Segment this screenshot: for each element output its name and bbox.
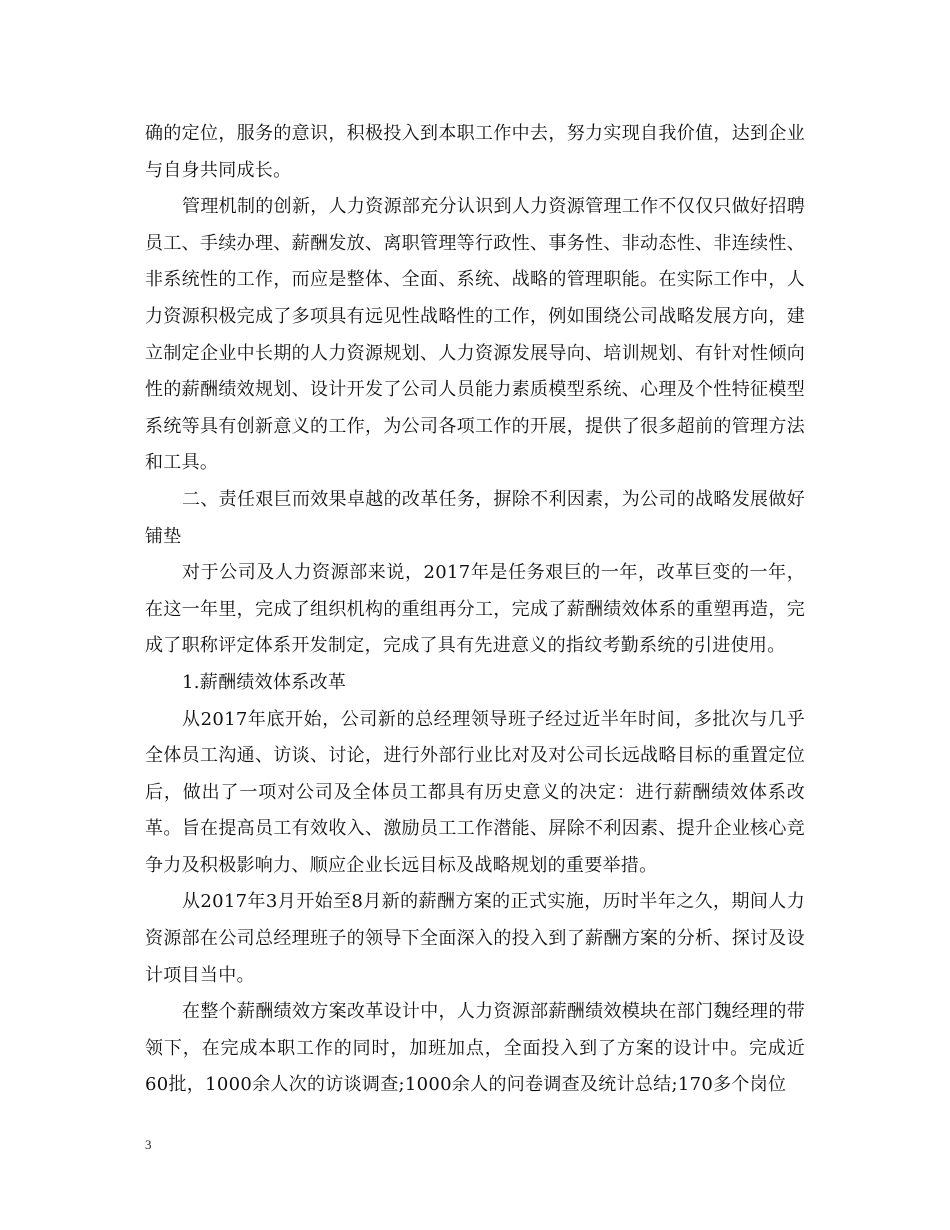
page-number: 3 bbox=[145, 1137, 152, 1152]
subsection-heading-1: 1.薪酬绩效体系改革 bbox=[182, 671, 347, 693]
paragraph-5: 从2017年3月开始至8月新的薪酬方案的正式实施，历时半年之久，期间人力资源部在公司总经理班子的领导下全面深入的投入到了薪酬方案的分析、探讨及设计项目当中。 bbox=[145, 891, 805, 986]
document-body bbox=[145, 116, 805, 1104]
paragraph-4: 从2017年底开始，公司新的总经理领导班子经过近半年时间，多批次与几乎全体员工沟通、访谈、讨论，进行外部行业比对及对公司长远战略目标的重置定位后，做出了一项对公司及全体员工都具有历史意义的决定：进行薪酬绩效体系改革。旨在提高员工有效收入、激励员工工作潜能、屏除不利因素、提升企业核心竞争力及积极影响力、顺应企业长远目标及战略规划的重要举措。 bbox=[145, 708, 805, 876]
section-heading-2: 二、责任艰巨而效果卓越的改革任务，摒除不利因素，为公司的战略发展做好铺垫 bbox=[145, 488, 805, 547]
paragraph-1: 确的定位，服务的意识，积极投入到本职工作中去，努力实现自我价值，达到企业与自身共同成长。 bbox=[145, 123, 805, 181]
paragraph-2: 管理机制的创新，人力资源部充分认识到人力资源管理工作不仅仅只做好招聘员工、手续办理、薪酬发放、离职管理等行政性、事务性、非动态性、非连续性、非系统性的工作，而应是整体、全面、系统、战略的管理职能。在实际工作中，人力资源积极完成了多项具有远见性战略性的工作，例如围绕公司战略发展方向，建立制定企业中长期的人力资源规划、人力资源发展导向、培训规划、有针对性倾向性的薪酬绩效规划、设计开发了公司人员能力素质模型系统、心理及个性特征模型系统等具有创新意义的工作，为公司各项工作的开展，提供了很多超前的管理方法和工具。 bbox=[145, 196, 805, 474]
paragraph-6: 在整个薪酬绩效方案改革设计中，人力资源部薪酬绩效模块在部门魏经理的带领下，在完成本职工作的同时，加班加点，全面投入到了方案的设计中。完成近60批，1000余人次的访谈调查;1000余人的问卷调查及统计总结;170多个岗位 bbox=[145, 1001, 805, 1096]
paragraph-3: 对于公司及人力资源部来说，2017年是任务艰巨的一年，改革巨变的一年，在这一年里，完成了组织机构的重组再分工，完成了薪酬绩效体系的重塑再造，完成了职称评定体系开发制定，完成了具有先进意义的指纹考勤系统的引进使用。 bbox=[145, 562, 805, 657]
